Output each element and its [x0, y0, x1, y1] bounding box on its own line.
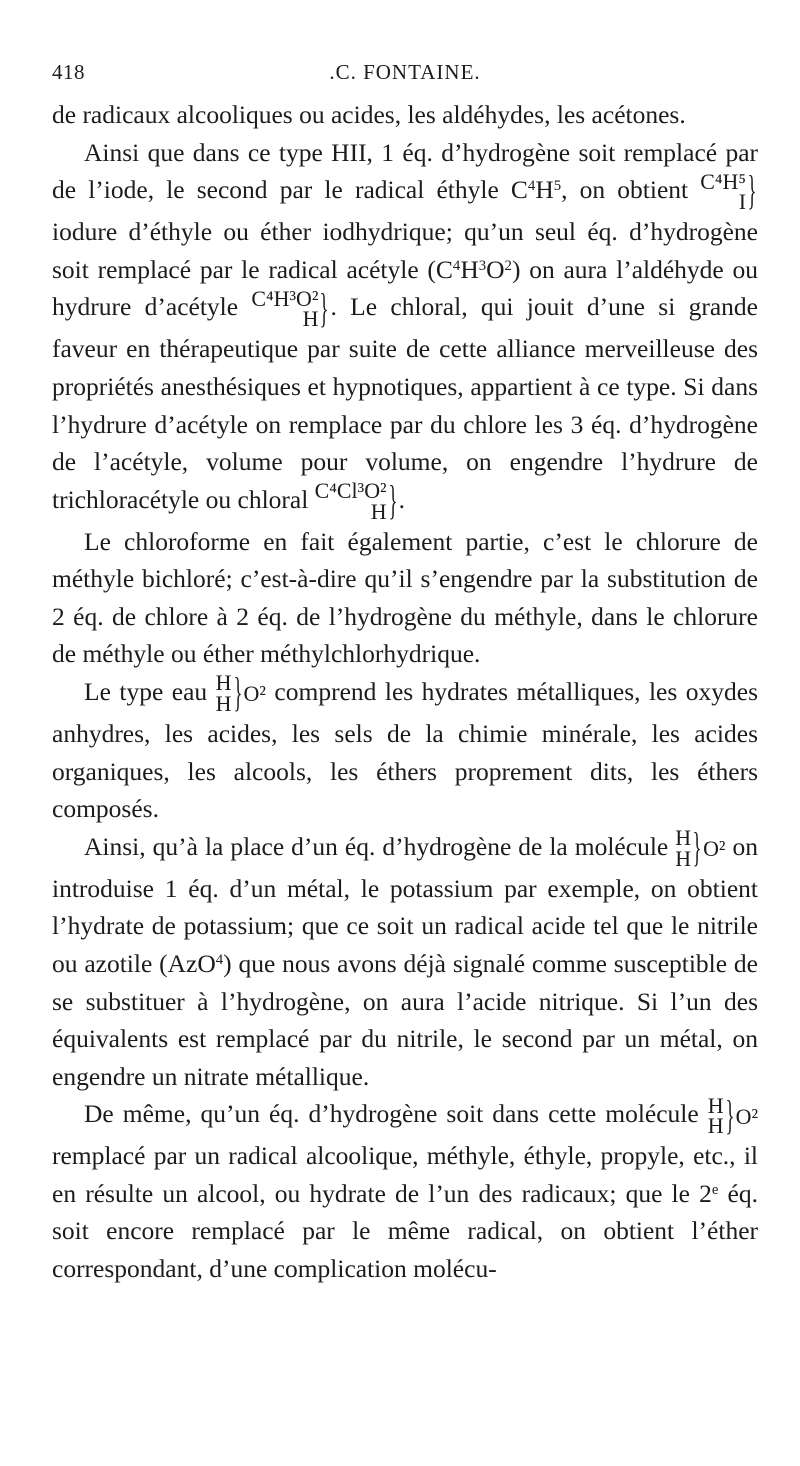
paragraph-6-text-c: éq. soit encore remplacé par le même radical, on obtient l’éther correspondant, d’une complication molécu- — [52, 1178, 758, 1284]
paragraph-5 — [52, 825, 759, 1096]
brace-glyph: } — [725, 1092, 735, 1139]
superscript: 4 — [215, 951, 224, 968]
formula-top: H — [215, 670, 232, 696]
formula-ethyl-iodide — [700, 168, 758, 215]
formula-bottom: H — [215, 691, 232, 717]
formula-bottom: H — [302, 306, 319, 332]
formula-water-type — [215, 670, 266, 717]
superscript: 2 — [504, 257, 512, 274]
formula-top: H — [675, 825, 692, 851]
brace-glyph: } — [233, 670, 243, 717]
brace-glyph: } — [692, 825, 702, 872]
running-head: .C. FONTAINE. — [329, 60, 481, 84]
paragraph-2-text-a2: H — [535, 175, 554, 205]
formula-water-molecule — [675, 825, 726, 872]
paragraph-4-text-a: Le type eau — [84, 677, 208, 707]
paragraph-4 — [52, 670, 759, 828]
formula-after: O² — [735, 1103, 759, 1129]
paragraph-2-text-b2: H — [460, 254, 479, 284]
paragraph-6-text-a: De même, qu’un éq. d’hydrogène soit dans cette molécule — [84, 1099, 699, 1129]
paragraph-1 — [52, 96, 758, 134]
formula-chloral — [314, 477, 399, 524]
superscript: 4 — [527, 178, 536, 195]
formula-bottom: H — [370, 498, 387, 524]
page-number: 418 — [52, 60, 85, 84]
formula-bottom: H — [707, 1113, 724, 1139]
brace-glyph: } — [388, 477, 398, 524]
formula-after: O² — [703, 835, 726, 861]
formula-water-molecule-2 — [707, 1092, 759, 1139]
paragraph-5-text-a: Ainsi, qu’à la place d’un éq. d’hydrogène de la molécule — [84, 831, 669, 861]
paragraph-5-text-c: ) que nous avons déjà signalé comme susceptible de se substituer à l’hydrogène, on aura l’acide nitrique. Si l’un des équivalents est remplacé par du nitrile, le second par un métal, on engendre un nitrate métallique. — [52, 948, 758, 1091]
paragraph-2-text-a3: , on obtient — [561, 175, 689, 205]
paragraph-3-text: Le chloroforme en fait également partie, c’est le chlorure de méthyle bichloré; c’est-à-dire qu’il s’engendre par la substitution de 2 éq. de chlore à 2 éq. de l’hydrogène du méthyle, dans le chlorure de méthyle ou éther méthylchlorhydrique. — [52, 526, 758, 669]
paragraph-6-text-b: remplacé par un radical alcoolique, méthyle, éthyle, propyle, etc., il en résulte un alcool, ou hydrate de l’un des radicaux; que le 2 — [52, 1141, 758, 1208]
formula-top: H — [707, 1092, 724, 1118]
brace-glyph: } — [747, 168, 757, 215]
paragraph-6 — [52, 1092, 759, 1287]
paragraph-2-text-c: . Le chloral, qui jouit d’une si grande faveur en thérapeutique par suite de cette alliance merveilleuse des propriétés anesthésiques et hypnotiques, appartient à ce type. Si dans l’hydrure d’acétyle on remplace par du chlore les 3 éq. d’hydrogène de l’acétyle, volume pour volume, on engendre l’hydrure de trichloracétyle ou chloral — [52, 292, 758, 514]
formula-acetyl-hydride — [251, 285, 330, 332]
page-body — [52, 96, 758, 1288]
paragraph-3 — [52, 523, 758, 673]
superscript: 5 — [553, 178, 562, 195]
page-header — [52, 60, 758, 90]
formula-top: C⁴H³O² — [251, 285, 319, 311]
formula-after: O² — [243, 681, 266, 707]
superscript: 4 — [452, 257, 461, 274]
superscript: 3 — [478, 257, 487, 274]
paragraph-2 — [52, 134, 758, 523]
paragraph-2-text-b3: O — [486, 254, 505, 284]
formula-bottom: H — [675, 845, 692, 871]
paragraph-5-text-b: on introduise 1 éq. d’un métal, le potassium par exemple, on obtient l’hydrate de potassium; que ce soit un radical acide tel que le nitrile ou azotile (AzO — [52, 831, 759, 978]
formula-top: C⁴H⁵ — [700, 168, 747, 194]
formula-bottom: I — [738, 189, 747, 215]
paragraph-2-text-b: iodure d’éthyle ou éther iodhydrique; qu’un seul éq. d’hydrogène soit remplacé par le radical acétyle (C — [52, 217, 758, 284]
formula-top: C⁴Cl³O² — [314, 478, 387, 503]
paragraph-2-text-d: . — [398, 484, 405, 514]
brace-glyph: } — [319, 285, 329, 332]
paragraph-1-text: de radicaux alcooliques ou acides, les aldéhydes, les acétones. — [52, 100, 686, 129]
paragraph-2-text-a: Ainsi que dans ce type HII, 1 éq. d’hydrogène soit remplacé par de l’iode, le second par le radical éthyle C — [52, 137, 758, 205]
superscript: e — [711, 1181, 719, 1198]
paragraph-4-text-b: comprend les hydrates métalliques, les oxydes anhydres, les acides, les sels de la chimie minérale, les acides organiques, les alcools, les éthers proprement dits, les éthers composés. — [52, 677, 759, 824]
paragraph-2-text-b4: ) on aura l’aldéhyde ou hydrure d’acétyle — [52, 254, 758, 322]
